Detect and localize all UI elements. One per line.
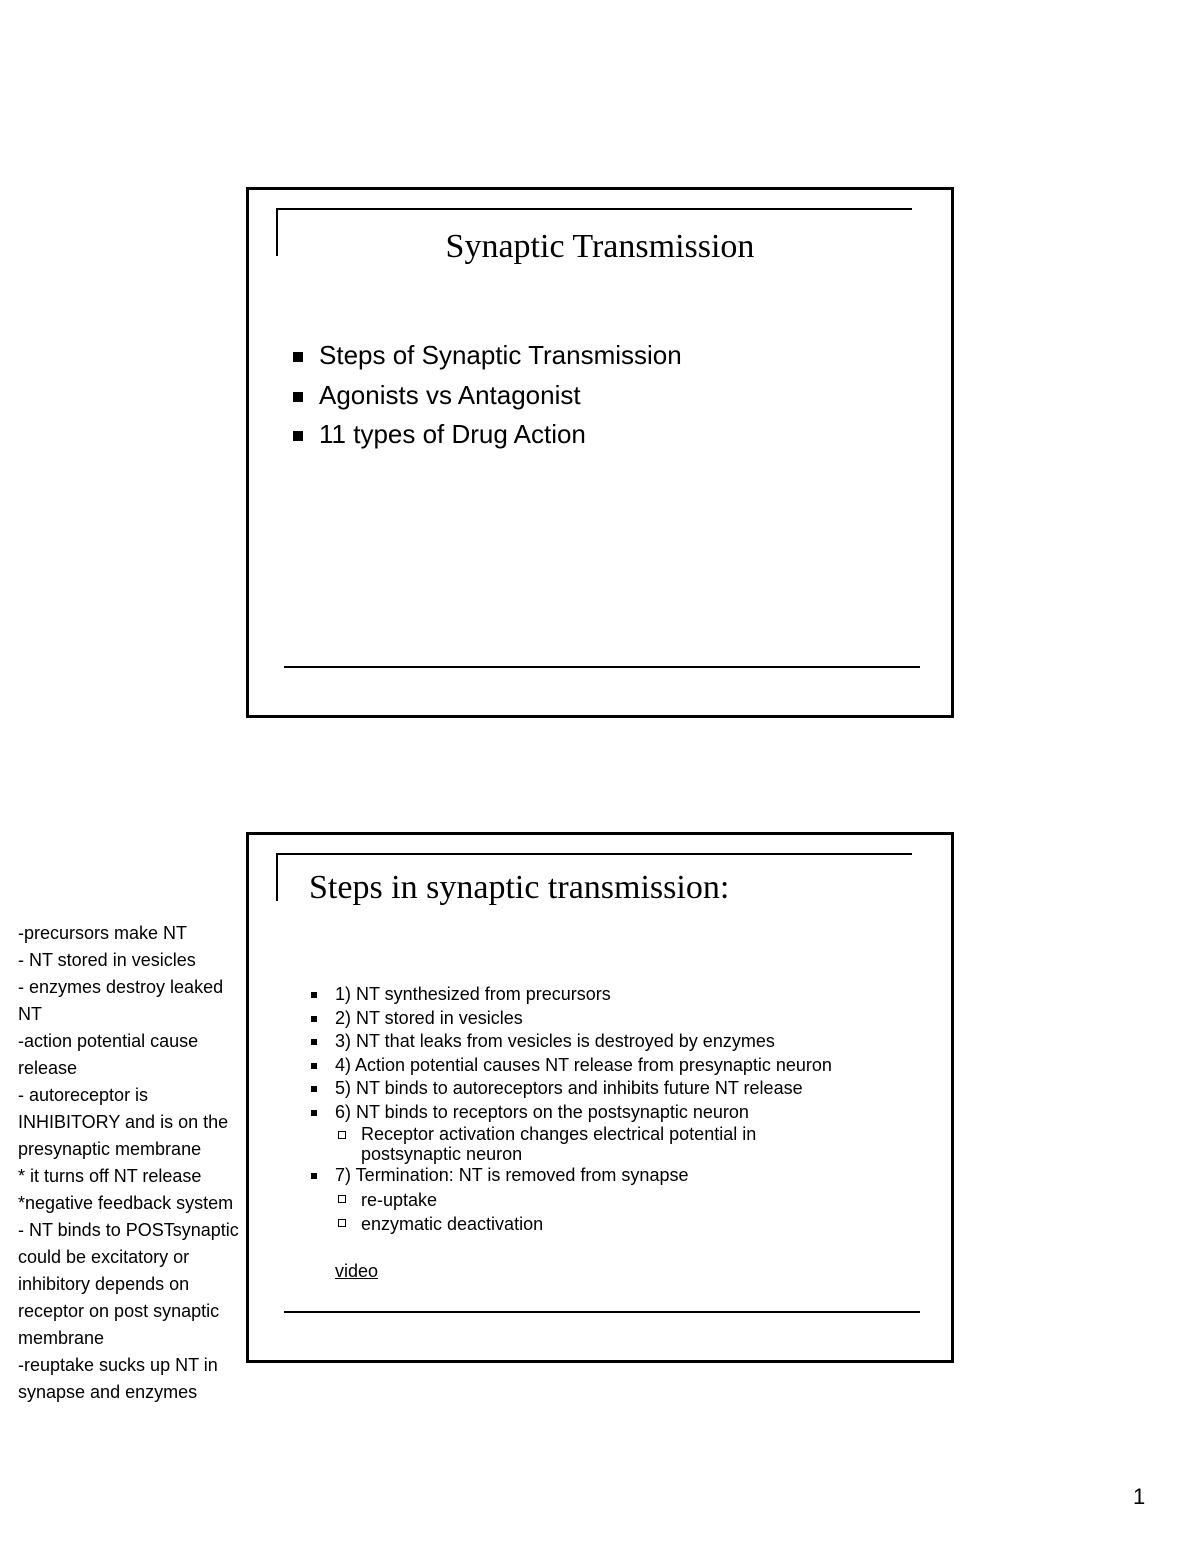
video-link[interactable]: video [335, 1261, 379, 1281]
bullet-item: 11 types of Drug Action [293, 415, 682, 455]
note-line: - NT binds to POSTsynaptic [18, 1220, 239, 1240]
note-line: could be excitatory or [18, 1247, 190, 1267]
sub-item: enzymatic deactivation [335, 1212, 832, 1236]
note-line: inhibitory depends on [18, 1274, 190, 1294]
note-line: -precursors make NT [18, 923, 188, 943]
note-line: presynaptic membrane [18, 1139, 202, 1159]
note-line: release [18, 1058, 78, 1078]
slide-left-rule [276, 853, 278, 901]
bullet-item: Agonists vs Antagonist [293, 376, 682, 416]
note-line: membrane [18, 1328, 105, 1348]
step-text: 7) Termination: NT is removed from synapse [335, 1165, 689, 1185]
sub-item-line: postsynaptic neuron [361, 1144, 523, 1164]
note-line: - autoreceptor is [18, 1085, 149, 1105]
slide-bottom-rule [284, 666, 920, 668]
note-line: -action potential cause [18, 1031, 199, 1051]
note-line: INHIBITORY and is on the [18, 1112, 229, 1132]
sub-item-line: Receptor activation changes electrical potential in [361, 1124, 757, 1144]
sub-item [335, 1124, 832, 1164]
page-number: 1 [1133, 1484, 1146, 1509]
note-line: -reuptake sucks up NT in [18, 1355, 218, 1375]
sub-list [335, 1188, 832, 1236]
note-line: *negative feedback system [18, 1193, 234, 1213]
slide-top-rule [276, 208, 912, 210]
steps-list [311, 983, 832, 1236]
note-line: synapse and enzymes [18, 1382, 198, 1402]
note-line: receptor on post synaptic [18, 1301, 220, 1321]
slide-1 [246, 187, 954, 718]
step-item [311, 1101, 832, 1165]
bullet-list [293, 336, 682, 455]
sub-item: re-uptake [335, 1188, 832, 1212]
note-line: * it turns off NT release [18, 1166, 202, 1186]
slide-bottom-rule [284, 1311, 920, 1313]
handwritten-notes [18, 920, 268, 1406]
bullet-item: Steps of Synaptic Transmission [293, 336, 682, 376]
note-line: - enzymes destroy leaked [18, 977, 224, 997]
step-item: 5) NT binds to autoreceptors and inhibits future NT release [311, 1077, 832, 1101]
step-item: 2) NT stored in vesicles [311, 1007, 832, 1031]
step-item: 1) NT synthesized from precursors [311, 983, 832, 1007]
step-item: 4) Action potential causes NT release from presynaptic neuron [311, 1054, 832, 1078]
step-item: 3) NT that leaks from vesicles is destroyed by enzymes [311, 1030, 832, 1054]
note-line: NT [18, 1004, 42, 1024]
slide-title: Synaptic Transmission [445, 228, 755, 265]
sub-list [335, 1124, 832, 1164]
note-line: - NT stored in vesicles [18, 950, 196, 970]
slide-top-rule [276, 853, 912, 855]
step-text: 6) NT binds to receptors on the postsynaptic neuron [335, 1101, 749, 1122]
slide-2 [246, 832, 954, 1363]
slide-title: Steps in synaptic transmission: [309, 869, 730, 906]
step-item [311, 1164, 832, 1236]
